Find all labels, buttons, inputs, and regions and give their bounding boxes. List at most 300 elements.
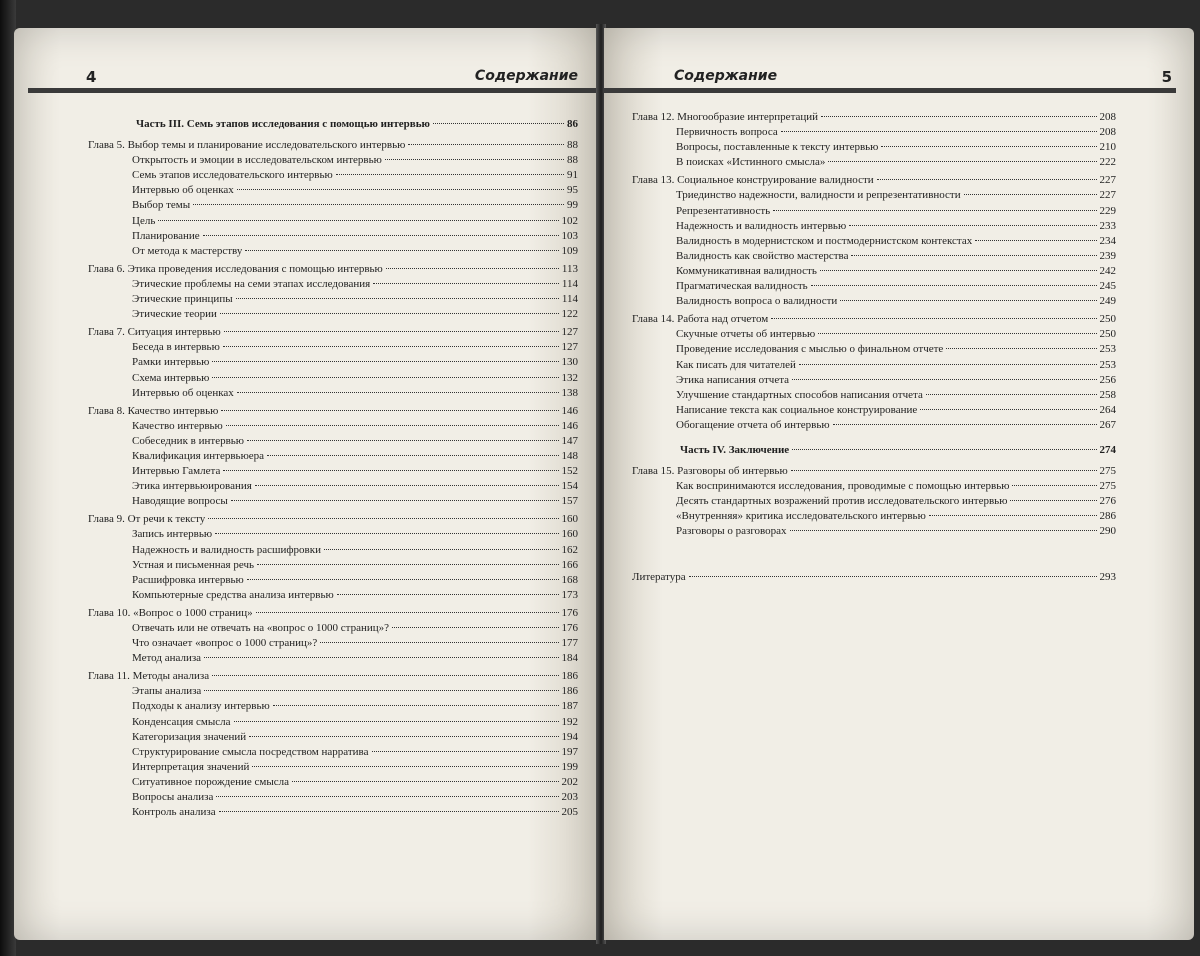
toc-entry-page: 229 bbox=[1099, 204, 1116, 217]
toc-entry-sub bbox=[88, 746, 578, 761]
toc-entry-page: 176 bbox=[561, 606, 578, 619]
toc-entry-page: 114 bbox=[561, 277, 578, 290]
toc-entry-page: 245 bbox=[1099, 280, 1116, 293]
toc-entry-sub bbox=[88, 387, 578, 402]
toc-entry-sub bbox=[88, 169, 578, 184]
toc-entry-page: 168 bbox=[561, 573, 578, 586]
toc-entry-page: 222 bbox=[1099, 156, 1116, 169]
toc-entry-page: 227 bbox=[1099, 174, 1116, 187]
toc-entry-page: 146 bbox=[561, 419, 578, 432]
toc-entry-page: 88 bbox=[567, 154, 578, 167]
toc-entry-sub bbox=[632, 295, 1116, 310]
toc-entry-sub bbox=[88, 544, 578, 559]
toc-entry-sub bbox=[632, 141, 1116, 156]
toc-entry-sub bbox=[632, 189, 1116, 204]
dot-leader bbox=[223, 470, 558, 471]
dot-leader bbox=[212, 361, 558, 362]
toc-entry-title: Категоризация значений bbox=[132, 730, 247, 743]
toc-entry-chap bbox=[632, 174, 1116, 189]
toc-spacer bbox=[632, 434, 1116, 444]
toc-entry-title: Беседа в интервью bbox=[132, 341, 220, 354]
toc-entry-title: Десять стандартных возражений против исследовательского интервью bbox=[676, 495, 1008, 508]
toc-entry-page: 267 bbox=[1099, 418, 1116, 431]
toc-entry-chap bbox=[632, 465, 1116, 480]
toc-entry-title: Глава 8. Качество интервью bbox=[88, 404, 219, 417]
toc-entry-title: Устная и письменная речь bbox=[132, 558, 255, 571]
dot-leader bbox=[849, 225, 1096, 226]
dot-leader bbox=[964, 194, 1097, 195]
dot-leader bbox=[237, 392, 559, 393]
dot-leader bbox=[247, 579, 559, 580]
dot-leader bbox=[219, 811, 559, 812]
page-number: 5 bbox=[1161, 68, 1172, 86]
running-header: Содержание bbox=[674, 68, 778, 84]
toc-entry-title: Как писать для читателей bbox=[676, 358, 796, 371]
toc-entry-title: Разговоры о разговорах bbox=[676, 525, 787, 538]
toc-entry-chap bbox=[88, 405, 578, 420]
toc-entry-sub bbox=[632, 328, 1116, 343]
toc-entry-title: Структурирование смысла посредством нарратива bbox=[132, 745, 369, 758]
toc-entry-page: 186 bbox=[561, 670, 578, 683]
toc-entry-title: Скучные отчеты об интервью bbox=[676, 328, 816, 341]
toc-entry-page: 127 bbox=[561, 341, 578, 354]
toc-entry-sub bbox=[88, 215, 578, 230]
toc-entry-title: Этические теории bbox=[132, 308, 217, 321]
toc-entry-title: Цель bbox=[132, 214, 156, 227]
toc-entry-page: 253 bbox=[1099, 358, 1116, 371]
toc-entry-page: 154 bbox=[561, 480, 578, 493]
toc-entry-title: Этические принципы bbox=[132, 293, 233, 306]
toc-entry-sub bbox=[88, 154, 578, 169]
toc-entry-sub bbox=[88, 308, 578, 323]
toc-entry-sub bbox=[88, 685, 578, 700]
toc-entry-page: 264 bbox=[1099, 403, 1116, 416]
toc-entry-page: 239 bbox=[1099, 249, 1116, 262]
dot-leader bbox=[792, 449, 1096, 450]
dot-leader bbox=[337, 594, 559, 595]
toc-entry-page: 176 bbox=[561, 622, 578, 634]
toc-entry-title: Отвечать или не отвечать на «вопрос о 1000 страниц»? bbox=[132, 622, 390, 634]
toc-entry-page: 199 bbox=[561, 760, 578, 773]
toc-entry-title: Интервью Гамлета bbox=[132, 465, 221, 478]
dot-leader bbox=[252, 766, 558, 767]
toc-entry-title: Триединство надежности, валидности и репрезентативности bbox=[676, 189, 961, 202]
toc-entry-title: Интервью об оценках bbox=[132, 184, 234, 197]
toc-entry-title: Конденсация смысла bbox=[132, 715, 231, 728]
toc-entry-sub bbox=[632, 480, 1116, 495]
toc-entry-title: Метод анализа bbox=[132, 652, 202, 665]
dot-leader bbox=[877, 179, 1097, 180]
toc-entry-page: 275 bbox=[1099, 480, 1116, 493]
dot-leader bbox=[257, 564, 558, 565]
right-page bbox=[604, 28, 1194, 940]
toc-entry-title: Открытость и эмоции в исследовательском интервью bbox=[132, 154, 382, 167]
toc-entry-page: 99 bbox=[567, 199, 578, 212]
toc-entry-page: 194 bbox=[561, 730, 578, 743]
page-number: 4 bbox=[86, 68, 97, 86]
dot-leader bbox=[245, 250, 558, 251]
toc-entry-title: Вопросы, поставленные к тексту интервью bbox=[676, 141, 879, 154]
toc-entry-title: Контроль анализа bbox=[132, 806, 216, 819]
toc-entry-title: От метода к мастерству bbox=[132, 244, 243, 257]
toc-entry-page: 160 bbox=[561, 513, 578, 526]
toc-entry-sub bbox=[88, 731, 578, 746]
toc-entry-chap bbox=[88, 670, 578, 685]
dot-leader bbox=[216, 796, 558, 797]
toc-entry-page: 234 bbox=[1099, 234, 1116, 247]
toc-entry-title: Глава 15. Разговоры об интервью bbox=[632, 465, 788, 478]
toc-entry-sub bbox=[632, 495, 1116, 510]
toc-entry-page: 148 bbox=[561, 449, 578, 462]
toc-entry-page: 103 bbox=[561, 229, 578, 242]
dot-leader bbox=[811, 285, 1097, 286]
toc-entry-sub bbox=[88, 559, 578, 574]
toc-entry-sub bbox=[632, 220, 1116, 235]
toc-entry-page: 208 bbox=[1099, 111, 1116, 123]
dot-leader bbox=[799, 364, 1097, 365]
toc-entry-title: В поисках «Истинного смысла» bbox=[676, 156, 826, 169]
toc-entry-page: 160 bbox=[561, 528, 578, 541]
toc-entry-sub bbox=[632, 126, 1116, 141]
toc-entry-sub bbox=[88, 230, 578, 245]
toc-entry-title: Первичность вопроса bbox=[676, 126, 778, 139]
toc-entry-page: 205 bbox=[561, 806, 578, 819]
toc-entry-page: 166 bbox=[561, 558, 578, 571]
toc-entry-page: 173 bbox=[561, 588, 578, 601]
dot-leader bbox=[234, 721, 559, 722]
toc-entry-title: Квалификация интервьюера bbox=[132, 449, 265, 462]
toc-entry-title: Обогащение отчета об интервью bbox=[676, 418, 830, 431]
table-of-contents-left bbox=[88, 118, 578, 821]
toc-entry-page: 91 bbox=[567, 169, 578, 182]
toc-entry-chap bbox=[88, 607, 578, 622]
toc-entry-page: 249 bbox=[1099, 295, 1116, 308]
dot-leader bbox=[833, 424, 1097, 425]
dot-leader bbox=[791, 470, 1097, 471]
header-rule bbox=[28, 88, 598, 93]
toc-entry-sub bbox=[632, 280, 1116, 295]
toc-entry-title: Литература bbox=[632, 570, 686, 583]
toc-entry-page: 102 bbox=[561, 214, 578, 227]
toc-entry-page: 86 bbox=[567, 118, 578, 130]
toc-entry-sub bbox=[88, 574, 578, 589]
dot-leader bbox=[920, 409, 1096, 410]
dot-leader bbox=[208, 518, 558, 519]
toc-entry-title: Компьютерные средства анализа интервью bbox=[132, 588, 334, 601]
toc-entry-sub bbox=[88, 637, 578, 652]
toc-entry-title: Схема интервью bbox=[132, 371, 210, 384]
dot-leader bbox=[273, 705, 559, 706]
toc-entry-title: Глава 11. Методы анализа bbox=[88, 670, 210, 683]
dot-leader bbox=[373, 283, 559, 284]
toc-entry-chap bbox=[632, 111, 1116, 126]
toc-entry-title: Ситуативное порождение смысла bbox=[132, 775, 289, 788]
toc-entry-title: Коммуникативная валидность bbox=[676, 264, 817, 277]
toc-entry-page: 276 bbox=[1099, 495, 1116, 508]
toc-entry-sub bbox=[632, 265, 1116, 280]
toc-entry-title: Валидность в модернистском и постмодернистском контекстах bbox=[676, 234, 973, 247]
toc-entry-sub bbox=[632, 525, 1116, 540]
dot-leader bbox=[320, 642, 558, 643]
dot-leader bbox=[324, 549, 559, 550]
toc-entry-page: 258 bbox=[1099, 388, 1116, 401]
dot-leader bbox=[204, 690, 558, 691]
toc-entry-page: 253 bbox=[1099, 343, 1116, 356]
toc-entry-page: 197 bbox=[561, 745, 578, 758]
toc-entry-page: 233 bbox=[1099, 219, 1116, 232]
toc-entry-sub bbox=[632, 374, 1116, 389]
dot-leader bbox=[158, 220, 558, 221]
toc-entry-title: Что означает «вопрос о 1000 страниц»? bbox=[132, 637, 318, 650]
toc-entry-sub bbox=[88, 341, 578, 356]
header-rule bbox=[604, 88, 1176, 93]
toc-entry-page: 147 bbox=[561, 434, 578, 447]
toc-entry-title: Этические проблемы на семи этапах исследования bbox=[132, 277, 371, 290]
dot-leader bbox=[929, 515, 1097, 516]
toc-entry-title: Вопросы анализа bbox=[132, 791, 214, 804]
toc-entry-sub bbox=[88, 372, 578, 387]
dot-leader bbox=[247, 440, 559, 441]
dot-leader bbox=[372, 751, 559, 752]
toc-entry-sub bbox=[88, 184, 578, 199]
toc-entry-title: Рамки интервью bbox=[132, 356, 210, 369]
toc-entry-sub bbox=[632, 205, 1116, 220]
toc-entry-title: Собеседник в интервью bbox=[132, 434, 244, 447]
toc-entry-page: 208 bbox=[1099, 126, 1116, 139]
toc-entry-title: Надежность и валидность расшифровки bbox=[132, 543, 321, 556]
toc-entry-lit bbox=[632, 571, 1116, 586]
toc-entry-chap bbox=[88, 513, 578, 528]
toc-entry-title: Этапы анализа bbox=[132, 685, 202, 698]
toc-entry-title: Прагматическая валидность bbox=[676, 280, 808, 293]
toc-entry-sub bbox=[632, 404, 1116, 419]
toc-entry-page: 88 bbox=[567, 139, 578, 152]
toc-entry-page: 113 bbox=[561, 262, 578, 275]
dot-leader bbox=[790, 530, 1097, 531]
toc-entry-page: 250 bbox=[1099, 313, 1116, 326]
toc-entry-page: 114 bbox=[561, 293, 578, 306]
toc-entry-sub bbox=[88, 480, 578, 495]
dot-leader bbox=[392, 627, 558, 628]
toc-entry-sub bbox=[88, 776, 578, 791]
dot-leader bbox=[336, 174, 564, 175]
toc-entry-chap bbox=[88, 263, 578, 278]
toc-entry-title: Глава 13. Социальное конструирование валидности bbox=[632, 174, 874, 187]
dot-leader bbox=[926, 394, 1097, 395]
toc-entry-title: Интервью об оценках bbox=[132, 386, 234, 399]
toc-entry-sub bbox=[632, 235, 1116, 250]
toc-entry-sub bbox=[88, 465, 578, 480]
dot-leader bbox=[385, 159, 564, 160]
toc-entry-title: Глава 14. Работа над отчетом bbox=[632, 313, 769, 326]
toc-entry-page: 203 bbox=[561, 791, 578, 804]
dot-leader bbox=[689, 576, 1097, 577]
dot-leader bbox=[975, 240, 1096, 241]
toc-entry-title: Как воспринимаются исследования, проводимые с помощью интервью bbox=[676, 480, 1010, 493]
running-header: Содержание bbox=[474, 68, 578, 84]
dot-leader bbox=[215, 533, 558, 534]
dot-leader bbox=[256, 612, 559, 613]
toc-entry-chap bbox=[88, 139, 578, 154]
dot-leader bbox=[212, 675, 558, 676]
toc-entry-title: Часть III. Семь этапов исследования с помощью интервью bbox=[136, 118, 430, 130]
toc-entry-page: 274 bbox=[1099, 443, 1116, 456]
toc-entry-part bbox=[632, 444, 1116, 459]
toc-entry-title: Планирование bbox=[132, 229, 200, 242]
toc-entry-sub bbox=[88, 589, 578, 604]
toc-entry-sub bbox=[88, 528, 578, 543]
dot-leader bbox=[267, 455, 558, 456]
dot-leader bbox=[223, 346, 559, 347]
toc-entry-title: Этика интервьюирования bbox=[132, 480, 252, 493]
toc-entry-page: 152 bbox=[561, 465, 578, 478]
dot-leader bbox=[851, 255, 1096, 256]
dot-leader bbox=[820, 270, 1097, 271]
toc-entry-sub bbox=[88, 245, 578, 260]
toc-entry-sub bbox=[632, 389, 1116, 404]
toc-entry-page: 192 bbox=[561, 715, 578, 728]
dot-leader bbox=[840, 300, 1096, 301]
toc-entry-page: 184 bbox=[561, 652, 578, 665]
toc-entry-page: 177 bbox=[561, 637, 578, 650]
dot-leader bbox=[224, 331, 559, 332]
toc-entry-page: 256 bbox=[1099, 373, 1116, 386]
toc-entry-title: Проведение исследования с мыслью о финальном отчете bbox=[676, 343, 944, 356]
toc-entry-page: 109 bbox=[561, 244, 578, 257]
toc-entry-title: Репрезентативность bbox=[676, 204, 771, 217]
toc-entry-page: 130 bbox=[561, 356, 578, 369]
toc-entry-sub bbox=[88, 435, 578, 450]
toc-entry-page: 293 bbox=[1099, 570, 1116, 583]
dot-leader bbox=[881, 146, 1096, 147]
toc-entry-title: Наводящие вопросы bbox=[132, 495, 228, 508]
toc-entry-sub bbox=[88, 278, 578, 293]
dot-leader bbox=[821, 116, 1096, 117]
dot-leader bbox=[946, 348, 1096, 349]
toc-entry-page: 187 bbox=[561, 700, 578, 713]
toc-entry-sub bbox=[88, 199, 578, 214]
dot-leader bbox=[818, 333, 1096, 334]
table-of-contents-right bbox=[632, 108, 1116, 586]
toc-entry-sub bbox=[88, 293, 578, 308]
toc-entry-page: 202 bbox=[561, 775, 578, 788]
toc-entry-title: Написание текста как социальное конструирование bbox=[676, 403, 918, 416]
dot-leader bbox=[773, 210, 1096, 211]
toc-entry-title: Качество интервью bbox=[132, 419, 223, 432]
dot-leader bbox=[231, 500, 559, 501]
dot-leader bbox=[220, 313, 559, 314]
toc-entry-page: 275 bbox=[1099, 465, 1116, 478]
dot-leader bbox=[212, 377, 558, 378]
toc-entry-title: Этика написания отчета bbox=[676, 373, 790, 386]
toc-entry-sub bbox=[88, 495, 578, 510]
dot-leader bbox=[1012, 485, 1096, 486]
toc-entry-title: Глава 12. Многообразие интерпретаций bbox=[632, 111, 819, 123]
dot-leader bbox=[386, 268, 559, 269]
toc-entry-page: 210 bbox=[1099, 141, 1116, 154]
toc-entry-page: 138 bbox=[561, 386, 578, 399]
toc-entry-sub bbox=[632, 250, 1116, 265]
dot-leader bbox=[292, 781, 559, 782]
toc-entry-sub bbox=[88, 761, 578, 776]
toc-entry-title: Расшифровка интервью bbox=[132, 573, 244, 586]
toc-entry-sub bbox=[88, 450, 578, 465]
toc-entry-sub bbox=[88, 356, 578, 371]
dot-leader bbox=[828, 161, 1096, 162]
toc-entry-sub bbox=[88, 791, 578, 806]
toc-entry-page: 146 bbox=[561, 404, 578, 417]
toc-entry-page: 127 bbox=[561, 326, 578, 339]
toc-entry-title: Глава 6. Этика проведения исследования с помощью интервью bbox=[88, 262, 383, 275]
toc-entry-page: 227 bbox=[1099, 189, 1116, 202]
toc-entry-sub bbox=[88, 420, 578, 435]
toc-entry-title: Запись интервью bbox=[132, 528, 213, 541]
left-page bbox=[14, 28, 598, 940]
toc-entry-title: Глава 10. «Вопрос о 1000 страниц» bbox=[88, 606, 253, 619]
dot-leader bbox=[408, 144, 564, 145]
toc-entry-page: 290 bbox=[1099, 525, 1116, 538]
dot-leader bbox=[236, 298, 559, 299]
dot-leader bbox=[792, 379, 1096, 380]
dot-leader bbox=[203, 235, 559, 236]
dot-leader bbox=[781, 131, 1097, 132]
toc-entry-title: Глава 9. От речи к тексту bbox=[88, 513, 206, 526]
toc-entry-sub bbox=[88, 652, 578, 667]
toc-entry-sub bbox=[632, 156, 1116, 171]
toc-entry-title: Часть IV. Заключение bbox=[680, 443, 790, 456]
toc-entry-sub bbox=[632, 359, 1116, 374]
toc-entry-title: Надежность и валидность интервью bbox=[676, 219, 847, 232]
toc-entry-sub bbox=[88, 622, 578, 637]
dot-leader bbox=[1010, 500, 1096, 501]
dot-leader bbox=[226, 425, 559, 426]
dot-leader bbox=[221, 410, 558, 411]
toc-entry-page: 162 bbox=[561, 543, 578, 556]
toc-entry-title: Валидность вопроса о валидности bbox=[676, 295, 838, 308]
toc-entry-page: 286 bbox=[1099, 510, 1116, 523]
toc-entry-page: 95 bbox=[567, 184, 578, 197]
toc-entry-chap bbox=[88, 326, 578, 341]
dot-leader bbox=[204, 657, 558, 658]
toc-entry-sub bbox=[88, 716, 578, 731]
toc-entry-chap bbox=[632, 313, 1116, 328]
toc-entry-title: Подходы к анализу интервью bbox=[132, 700, 270, 713]
toc-entry-part bbox=[88, 118, 578, 133]
toc-entry-page: 250 bbox=[1099, 328, 1116, 341]
toc-entry-page: 122 bbox=[561, 308, 578, 321]
toc-entry-title: «Внутренняя» критика исследовательского интервью bbox=[676, 510, 926, 523]
toc-entry-title: Улучшение стандартных способов написания отчета bbox=[676, 388, 923, 401]
dot-leader bbox=[771, 318, 1096, 319]
dot-leader bbox=[433, 123, 564, 124]
dot-leader bbox=[237, 189, 564, 190]
toc-entry-page: 242 bbox=[1099, 264, 1116, 277]
toc-entry-title: Глава 7. Ситуация интервью bbox=[88, 326, 221, 339]
toc-entry-page: 132 bbox=[561, 371, 578, 384]
toc-entry-sub bbox=[88, 806, 578, 821]
toc-entry-title: Интерпретация значений bbox=[132, 760, 250, 773]
toc-entry-title: Глава 5. Выбор темы и планирование исследовательского интервью bbox=[88, 139, 406, 152]
toc-entry-sub bbox=[632, 343, 1116, 358]
toc-entry-sub bbox=[88, 700, 578, 715]
dot-leader bbox=[193, 204, 564, 205]
dot-leader bbox=[255, 485, 559, 486]
dot-leader bbox=[249, 736, 558, 737]
toc-entry-page: 157 bbox=[561, 495, 578, 508]
toc-entry-title: Валидность как свойство мастерства bbox=[676, 249, 849, 262]
toc-entry-sub bbox=[632, 419, 1116, 434]
toc-entry-sub bbox=[632, 510, 1116, 525]
